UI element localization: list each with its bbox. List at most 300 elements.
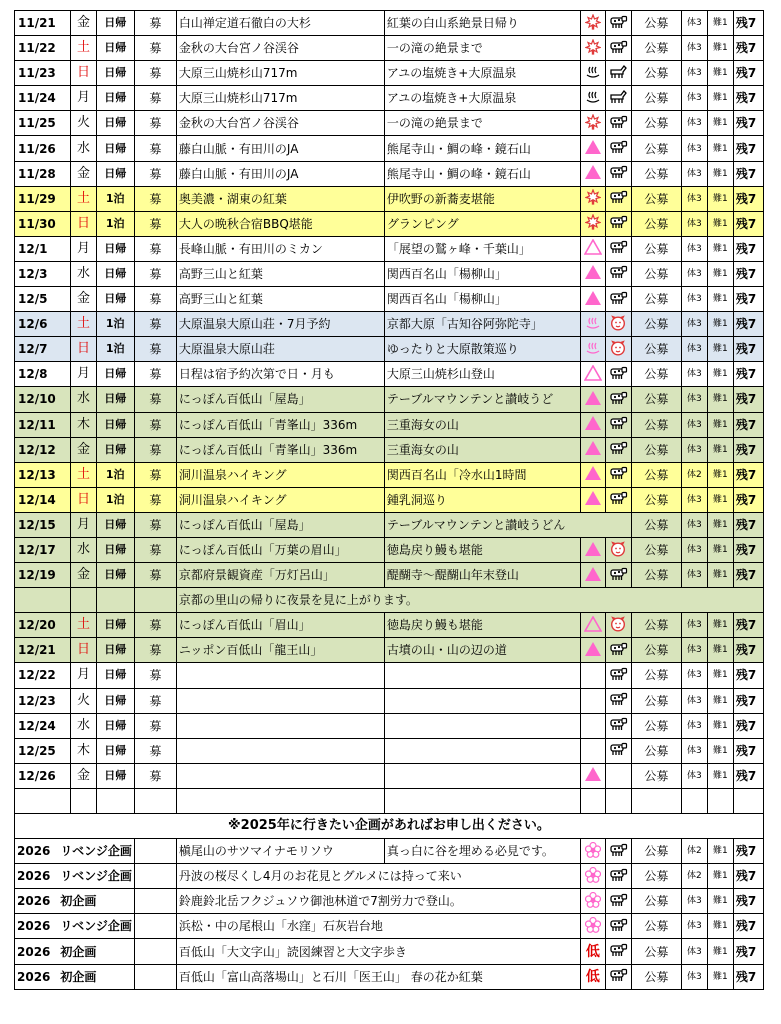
recruiting-mark: 募: [134, 61, 176, 86]
difficulty-level: 難1: [707, 713, 733, 738]
stamina-level: 体3: [681, 889, 707, 914]
recruiting-mark: 募: [134, 287, 176, 312]
difficulty-level: 難1: [707, 939, 733, 964]
difficulty-level: 難1: [707, 111, 733, 136]
empty-cell: [605, 788, 631, 813]
mountain-icon: [584, 415, 602, 434]
cow-icon: [605, 186, 631, 211]
stamina-level: 体3: [681, 186, 707, 211]
event-title: 藤白山脈・有田川のJA: [176, 136, 384, 161]
difficulty-level: 難1: [707, 36, 733, 61]
event-description: [384, 713, 580, 738]
stamina-level: 体3: [681, 161, 707, 186]
recruit-type: 公募: [631, 337, 681, 362]
tiger-icon: [605, 537, 631, 562]
mountain-icon: [584, 440, 602, 459]
mountain-icon: [584, 566, 602, 585]
event-row: [15, 663, 764, 688]
trip-type: 1泊: [96, 186, 134, 211]
trip-type: 日帰: [96, 161, 134, 186]
recruit-type: 公募: [631, 713, 681, 738]
event-description: [384, 688, 580, 713]
cow-icon: [608, 441, 628, 458]
cow-icon: [605, 412, 631, 437]
recruit-type: 公募: [631, 563, 681, 588]
event-row: [15, 236, 764, 261]
event-title: 大人の晩秋合宿BBQ堪能: [176, 211, 384, 236]
trip-type: 日帰: [96, 638, 134, 663]
plan-description-2: 真っ白に谷を埋める必見です。: [384, 839, 580, 864]
seats-remaining: 残7: [733, 362, 763, 387]
event-row: [15, 713, 764, 738]
difficulty-level: 難1: [707, 86, 733, 111]
cow-icon: [605, 914, 631, 939]
mountain-icon: [580, 287, 605, 312]
recruit-type: 公募: [631, 86, 681, 111]
difficulty-level: 難1: [707, 211, 733, 236]
cow-icon: [605, 261, 631, 286]
recruit-type: 公募: [631, 287, 681, 312]
difficulty-level: 難1: [707, 889, 733, 914]
event-date: 11/26: [15, 136, 71, 161]
seats-remaining: 残7: [733, 763, 763, 788]
cow-icon: [605, 738, 631, 763]
plan-row: [15, 839, 764, 864]
seats-remaining: 残7: [733, 287, 763, 312]
cow-icon: [608, 893, 628, 910]
cow-icon: [608, 140, 628, 157]
trip-type: 日帰: [96, 437, 134, 462]
recruiting-mark: 募: [134, 387, 176, 412]
fuji-icon: [584, 239, 602, 258]
cow-icon: [605, 864, 631, 889]
trip-type: 日帰: [96, 738, 134, 763]
stamina-level: 体2: [681, 864, 707, 889]
plan-label: 初企画: [60, 894, 97, 909]
cow-icon: [608, 165, 628, 182]
mountain-icon: [580, 763, 605, 788]
event-date: 12/17: [15, 537, 71, 562]
recruit-type: 公募: [631, 512, 681, 537]
stamina-level: 体3: [681, 663, 707, 688]
maple-icon: [585, 214, 601, 233]
plan-label: リベンジ企画: [60, 919, 132, 934]
sakura-icon: [585, 917, 601, 936]
mountain-icon: [580, 161, 605, 186]
difficulty-level: 難1: [707, 462, 733, 487]
low-mountain-mark-text: 低: [585, 943, 600, 960]
stamina-level: 体3: [681, 688, 707, 713]
recruiting-mark: 募: [134, 738, 176, 763]
cow-icon: [608, 40, 628, 57]
recruit-type: 公募: [631, 914, 681, 939]
cow-icon: [605, 638, 631, 663]
mountain-icon: [584, 766, 602, 785]
mountain-icon: [584, 264, 602, 283]
cow-icon: [605, 713, 631, 738]
cow-icon: [605, 362, 631, 387]
stamina-level: 体3: [681, 738, 707, 763]
seats-remaining: 残7: [733, 236, 763, 261]
event-row: [15, 61, 764, 86]
stamina-level: 体3: [681, 537, 707, 562]
event-row: [15, 111, 764, 136]
event-weekday: 金: [71, 563, 96, 588]
event-title: にっぽん百低山「青峯山」336m: [176, 437, 384, 462]
event-row: [15, 186, 764, 211]
event-title: 藤白山脈・有田川のJA: [176, 161, 384, 186]
cow-icon: [608, 215, 628, 232]
onsen-pink-icon: [580, 337, 605, 362]
trip-type: 日帰: [96, 362, 134, 387]
plan-year: 2026: [17, 869, 51, 884]
event-row: [15, 387, 764, 412]
event-description: 紅葉の白山系絶景日帰り: [384, 11, 580, 36]
recruiting-mark: 募: [134, 211, 176, 236]
cow-icon: [608, 265, 628, 282]
empty-cell: [733, 788, 763, 813]
event-weekday: 日: [71, 61, 96, 86]
plan-description: 丹波の桜尽くし4月のお花見とグルメには持って来い: [176, 864, 580, 889]
event-title: [176, 738, 384, 763]
empty-cell: [134, 889, 176, 914]
stamina-level: 体3: [681, 236, 707, 261]
event-title: にっぽん百低山「屋島」: [176, 387, 384, 412]
stamina-level: 体3: [681, 512, 707, 537]
cow-icon: [605, 563, 631, 588]
plan-description: 鈴鹿鈴北岳フクジュソウ御池林道で7割労力で登山。: [176, 889, 580, 914]
event-date: 11/23: [15, 61, 71, 86]
seats-remaining: 残7: [733, 462, 763, 487]
trip-type: 日帰: [96, 36, 134, 61]
tiger-icon: [605, 337, 631, 362]
trip-type: 日帰: [96, 512, 134, 537]
cow-icon: [605, 36, 631, 61]
stamina-level: 体3: [681, 638, 707, 663]
mountain-icon: [580, 387, 605, 412]
difficulty-level: 難1: [707, 864, 733, 889]
difficulty-level: 難1: [707, 136, 733, 161]
cow-icon: [605, 889, 631, 914]
stamina-level: 体3: [681, 437, 707, 462]
mountain-icon: [580, 537, 605, 562]
event-title: 高野三山と紅葉: [176, 287, 384, 312]
difficulty-level: 難1: [707, 362, 733, 387]
seats-remaining: 残7: [733, 512, 763, 537]
seats-remaining: 残7: [733, 914, 763, 939]
tiger-icon: [605, 613, 631, 638]
event-date: 11/25: [15, 111, 71, 136]
cow-icon: [608, 692, 628, 709]
recruiting-mark: 募: [134, 86, 176, 111]
maple-icon: [585, 189, 601, 208]
recruiting-mark: 募: [134, 563, 176, 588]
recruiting-mark: 募: [134, 512, 176, 537]
event-title: 大原温泉大原山荘: [176, 337, 384, 362]
event-title: 白山禅定道石徹白の大杉: [176, 11, 384, 36]
event-row: [15, 412, 764, 437]
mountain-icon: [580, 638, 605, 663]
event-description: 伊吹野の新蕎麦堪能: [384, 186, 580, 211]
stamina-level: 体3: [681, 337, 707, 362]
stamina-level: 体3: [681, 362, 707, 387]
event-title: 大原三山焼杉山717m: [176, 86, 384, 111]
plan-description: 浜松・中の尾根山「水窪」石灰岩台地: [176, 914, 580, 939]
stamina-level: 体3: [681, 136, 707, 161]
trip-type: 日帰: [96, 287, 134, 312]
event-row: [15, 136, 764, 161]
event-description: 京都大原「古知谷阿弥陀寺」: [384, 312, 580, 337]
mountain-icon: [580, 487, 605, 512]
event-description: 鍾乳洞巡り: [384, 487, 580, 512]
recruit-type: 公募: [631, 964, 681, 989]
seats-remaining: 残7: [733, 11, 763, 36]
event-weekday: 火: [71, 688, 96, 713]
event-description: テーブルマウンテンと讃岐うどん: [384, 512, 631, 537]
event-weekday: 木: [71, 738, 96, 763]
onsen-pink-icon: [585, 341, 601, 358]
seats-remaining: 残7: [733, 61, 763, 86]
stamina-level: 体3: [681, 387, 707, 412]
horse-icon: [608, 65, 628, 82]
maple-icon: [585, 14, 601, 33]
difficulty-level: 難1: [707, 537, 733, 562]
recruit-type: 公募: [631, 487, 681, 512]
cow-icon: [605, 462, 631, 487]
plan-label: リベンジ企画: [60, 844, 132, 859]
event-date: 12/1: [15, 236, 71, 261]
seats-remaining: 残7: [733, 36, 763, 61]
empty-cell: [384, 788, 580, 813]
plan-label: 初企画: [60, 969, 97, 984]
difficulty-level: 難1: [707, 563, 733, 588]
recruit-type: 公募: [631, 864, 681, 889]
cow-icon: [605, 839, 631, 864]
plan-row: [15, 864, 764, 889]
cow-icon: [605, 161, 631, 186]
cow-icon: [608, 466, 628, 483]
maple-icon: [585, 39, 601, 58]
recruiting-mark: 募: [134, 136, 176, 161]
recruiting-mark: 募: [134, 638, 176, 663]
cow-icon: [605, 211, 631, 236]
event-row: [15, 11, 764, 36]
difficulty-level: 難1: [707, 61, 733, 86]
trip-type: 日帰: [96, 613, 134, 638]
event-date: 12/14: [15, 487, 71, 512]
trip-type: 日帰: [96, 563, 134, 588]
fuji-icon: [580, 613, 605, 638]
difficulty-level: 難1: [707, 613, 733, 638]
recruit-type: 公募: [631, 412, 681, 437]
maple-icon: [580, 186, 605, 211]
difficulty-level: 難1: [707, 261, 733, 286]
mountain-icon: [580, 437, 605, 462]
event-description: アユの塩焼き+大原温泉: [384, 61, 580, 86]
schedule-table: [14, 10, 764, 990]
seats-remaining: 残7: [733, 688, 763, 713]
trip-type: 1泊: [96, 487, 134, 512]
event-description: グランピング: [384, 211, 580, 236]
cow-icon: [605, 964, 631, 989]
cow-icon: [608, 943, 628, 960]
seats-remaining: 残7: [733, 86, 763, 111]
difficulty-level: 難1: [707, 914, 733, 939]
event-date: 11/28: [15, 161, 71, 186]
recruit-type: 公募: [631, 889, 681, 914]
trip-type: 1泊: [96, 211, 134, 236]
event-title: ニッポン百低山「龍王山」: [176, 638, 384, 663]
plan-row: [15, 914, 764, 939]
sakura-icon: [585, 892, 601, 911]
horse-icon: [608, 90, 628, 107]
event-title: [176, 763, 384, 788]
fuji-icon: [580, 236, 605, 261]
difficulty-level: 難1: [707, 964, 733, 989]
recruiting-mark: 募: [134, 437, 176, 462]
event-weekday: 水: [71, 713, 96, 738]
cow-icon: [608, 843, 628, 860]
event-date: 11/22: [15, 36, 71, 61]
event-date: 12/24: [15, 713, 71, 738]
cow-icon: [608, 868, 628, 885]
event-title: 大原三山焼杉山717m: [176, 61, 384, 86]
difficulty-level: 難1: [707, 287, 733, 312]
seats-remaining: 残7: [733, 713, 763, 738]
mountain-icon: [584, 164, 602, 183]
cow-icon: [605, 487, 631, 512]
sakura-icon: [585, 867, 601, 886]
event-description: [384, 763, 580, 788]
difficulty-level: 難1: [707, 387, 733, 412]
plan-year: 2026: [17, 969, 51, 984]
event-description: [384, 738, 580, 763]
difficulty-level: 難1: [707, 663, 733, 688]
seats-remaining: 残7: [733, 563, 763, 588]
event-description: 醍醐寺～醍醐山年末登山: [384, 563, 580, 588]
event-row: [15, 563, 764, 588]
event-description: 徳島戻り鰻も堪能: [384, 537, 580, 562]
difficulty-level: 難1: [707, 688, 733, 713]
fuji-icon: [584, 616, 602, 635]
event-date: 11/30: [15, 211, 71, 236]
plan-row: [15, 889, 764, 914]
cow-icon: [608, 491, 628, 508]
mountain-icon: [580, 563, 605, 588]
note-row: [15, 588, 764, 613]
event-description: ゆったりと大原散策巡り: [384, 337, 580, 362]
recruiting-mark: 募: [134, 236, 176, 261]
empty-icon-cell: [580, 713, 605, 738]
trip-type: 日帰: [96, 663, 134, 688]
recruit-type: 公募: [631, 613, 681, 638]
difficulty-level: 難1: [707, 512, 733, 537]
recruiting-mark: 募: [134, 462, 176, 487]
seats-remaining: 残7: [733, 613, 763, 638]
event-date: 12/25: [15, 738, 71, 763]
seats-remaining: 残7: [733, 964, 763, 989]
plan-description: 百低山「富山高落場山」と石川「医王山」 春の花か紅葉: [176, 964, 580, 989]
trip-type: 1泊: [96, 312, 134, 337]
recruiting-mark: 募: [134, 111, 176, 136]
empty-cell: [134, 914, 176, 939]
event-description: 一の滝の絶景まで: [384, 111, 580, 136]
seats-remaining: 残7: [733, 211, 763, 236]
empty-cell: [681, 788, 707, 813]
cow-icon: [608, 918, 628, 935]
plan-year-label: [15, 939, 135, 964]
cow-icon: [608, 642, 628, 659]
mountain-icon: [580, 136, 605, 161]
event-date: 12/6: [15, 312, 71, 337]
event-title: 洞川温泉ハイキング: [176, 462, 384, 487]
stamina-level: 体2: [681, 839, 707, 864]
event-date: 12/7: [15, 337, 71, 362]
event-title: 京都府景観資産「万灯呂山」: [176, 563, 384, 588]
seats-remaining: 残7: [733, 261, 763, 286]
difficulty-level: 難1: [707, 337, 733, 362]
cow-icon: [605, 236, 631, 261]
empty-cell: [134, 588, 176, 613]
event-description: [384, 663, 580, 688]
event-date: 11/24: [15, 86, 71, 111]
event-weekday: 土: [71, 186, 96, 211]
event-date: 12/8: [15, 362, 71, 387]
seats-remaining: 残7: [733, 387, 763, 412]
recruit-type: 公募: [631, 11, 681, 36]
event-description: 「展望の鷲ヶ峰・千葉山」: [384, 236, 580, 261]
event-description: 関西百名山「楊柳山」: [384, 287, 580, 312]
event-description: 徳島戻り鰻も堪能: [384, 613, 580, 638]
event-weekday: 火: [71, 111, 96, 136]
plan-year-label: [15, 889, 135, 914]
event-weekday: 水: [71, 261, 96, 286]
event-weekday: 金: [71, 287, 96, 312]
trip-type: 日帰: [96, 261, 134, 286]
recruit-type: 公募: [631, 387, 681, 412]
trip-type: 日帰: [96, 387, 134, 412]
stamina-level: 体3: [681, 86, 707, 111]
recruit-type: 公募: [631, 738, 681, 763]
stamina-level: 体3: [681, 939, 707, 964]
recruiting-mark: 募: [134, 487, 176, 512]
seats-remaining: 残7: [733, 638, 763, 663]
plan-description: 槇尾山のサツマイナモリソウ: [176, 839, 384, 864]
recruit-type: 公募: [631, 537, 681, 562]
recruit-type: 公募: [631, 688, 681, 713]
seats-remaining: 残7: [733, 537, 763, 562]
mountain-icon: [580, 261, 605, 286]
recruit-type: 公募: [631, 136, 681, 161]
event-description: アユの塩焼き+大原温泉: [384, 86, 580, 111]
seats-remaining: 残7: [733, 312, 763, 337]
difficulty-level: 難1: [707, 11, 733, 36]
maple-icon: [580, 11, 605, 36]
tiger-icon: [610, 616, 626, 635]
seats-remaining: 残7: [733, 864, 763, 889]
event-weekday: 日: [71, 487, 96, 512]
event-description: テーブルマウンテンと讃岐うど: [384, 387, 580, 412]
plan-row: [15, 964, 764, 989]
blank-row: [15, 788, 764, 813]
event-row: [15, 211, 764, 236]
maple-icon: [585, 114, 601, 133]
event-row: [15, 462, 764, 487]
difficulty-level: 難1: [707, 312, 733, 337]
event-title: [176, 663, 384, 688]
event-row: [15, 512, 764, 537]
difficulty-level: 難1: [707, 186, 733, 211]
